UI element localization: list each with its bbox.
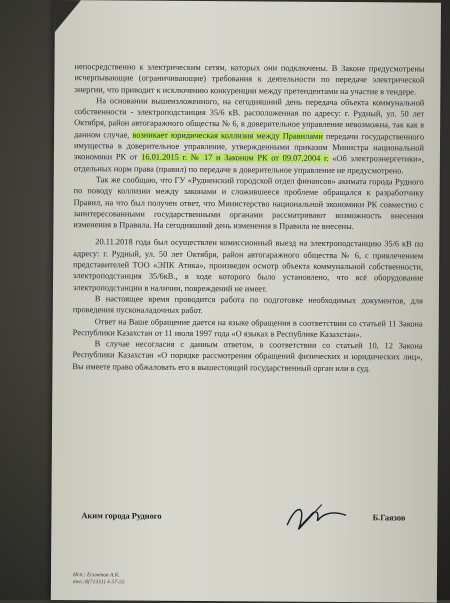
letter-body	[72, 61, 424, 374]
letter-page	[51, 0, 441, 603]
paragraph-appeal: В случае несогласия с данным ответом, в соответствии со статьей 10, 12 Закона Республики Казахстан «О порядке рассмотрения обращений физических и юридических лиц», Вы имеете право обжаловать его в вышестоящий государственный орган или в суд.	[72, 339, 423, 373]
page-fold-corner	[55, 0, 81, 32]
highlighted-dates: 16.01.2015 г. № 17 и Законом РК от 09.07.2004 г.	[141, 152, 329, 164]
signatory-name: Б.Гаязов	[372, 513, 406, 523]
paragraph-current-work: В настоящее время проводится работа по подготовке необходимых документов, для проведения пусконаладочных работ.	[72, 294, 423, 316]
paragraph-site-visit: 20.11.2018 года был осуществлен комиссионный выезд на электроподстанцию 35/6 кВ по адресу: г. Рудный, ул. 50 лет Октября, район автогаражного общества № 6, с привлечением представителей ТОО «ЭПК Атика», произведен осмотр объекта коммунальной собственности, электроподстанция 35/6кВ., в ходе которого было установлено, что всё оборудование электроподстанции в наличии, повреждений не имеет.	[72, 237, 424, 294]
executor-note	[73, 572, 125, 586]
highlighted-collision-phrase: возникает юридическая коллизия между Правилами	[132, 130, 323, 141]
paragraph-finance-department: Так же сообщаю, что ГУ «Рудненский городской отдел финансов» акимата города Рудного по поводу коллизии между законами и сложившееся проблеме обращался к разработчику Правил, на что был получен ответ, что Министерство национальной экономики РК совместно с заинтересованными государственными органами рассматривают возможность внесения изменения в Правила. На сегодняшний день изменения в Правила не внесены.	[73, 175, 424, 232]
paragraph-basis-text-a: На основании вышеизложенного, на сегодняшний день передача объекта коммунальной собственности - электроподстанция 35/6 кВ. расположенная по адресу: г. Рудный, ул. 50 лет Октября, район автогаражного общества № 6, в доверительное управление невозможна, так как в данном случае,	[74, 96, 425, 140]
paragraph-basis-text-c: «Об электроэнергетики», отдельных норм права (правил) по передаче в доверительное управление не предусмотрено.	[73, 154, 424, 176]
executor-name: Исп.: Есимтов А.К.	[72, 572, 120, 579]
handwritten-signature	[281, 499, 351, 539]
paragraph-continuation: непосредственно к электрическим сетям, которых они подключены. В Законе предусмотрены исчерпывающие (ограничивающие) требования к деятельности по передаче электрической энергии, что приводит к исключению конкуренции между претендентами на участие в тендере.	[74, 62, 425, 97]
signature-block	[81, 505, 411, 547]
paragraph-language: Ответ на Ваше обращение дается на языке обращения в соответствии со статьей 11 Закона Республики Казахстан от 11 июля 1997 года «О языках в Республике Казахстан».	[72, 316, 423, 339]
signatory-title: Аким города Рудного	[81, 511, 162, 521]
executor-phone: тел.:8(71431) 4-57-55	[72, 579, 125, 586]
paragraph-basis	[74, 95, 425, 177]
paragraph-basis-text-b: передачи государственного имущества в доверительное управление, утвержденными приказом Министра национальной экономики РК от	[73, 131, 425, 162]
